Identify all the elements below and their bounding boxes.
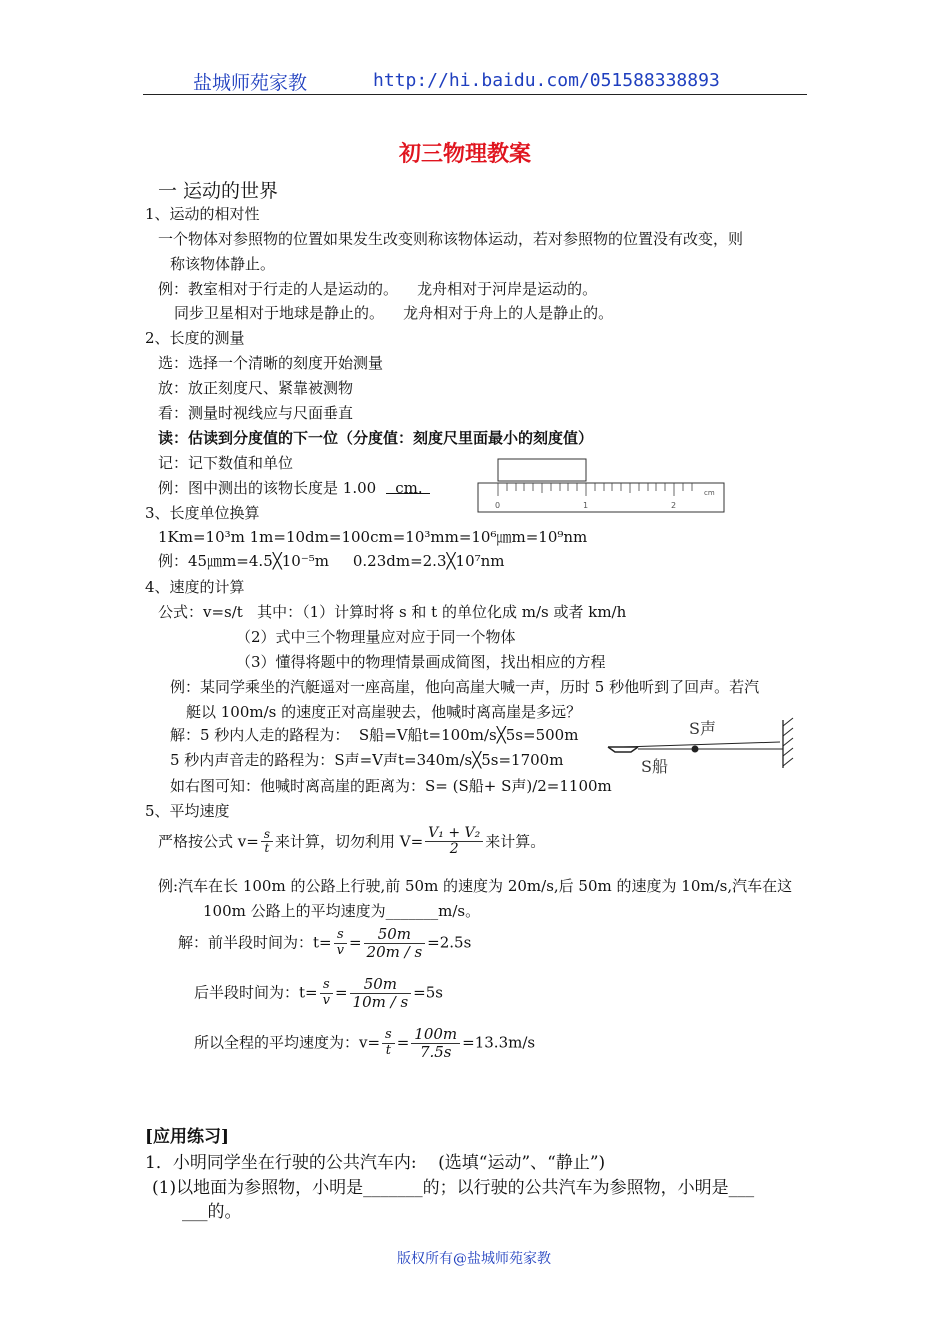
practice-q1: 1．小明同学坐在行驶的公共汽车内: (选填“运动”、“静止”) (145, 1153, 606, 1173)
s5-solution3: 所以全程的平均速度为：v= $\frac{s}{t}$ = $\frac{100m}{7.5s}$ =13.3m/s (194, 1025, 536, 1061)
measured-object (498, 459, 586, 481)
s4-formula: 公式：v=s/t 其中：（1）计算时将 s 和 t 的单位化成 m/s 或者 km/h (158, 603, 627, 621)
s5-example1: 例:汽车在长 100m 的公路上行驶,前 50m 的速度为 20m/s,后 50m 的速度为 10m/s,汽车在这 (158, 877, 793, 895)
label-s-sound: S声 (689, 719, 716, 738)
s4-solution2: 5 秒内声音走的路程为：S声=V声t=340m/s╳5s=1700m (170, 751, 564, 769)
s2-example: 例：图中测出的该物长度是 1.00 cm. (158, 479, 423, 497)
ruler-label-0: 0 (495, 501, 501, 510)
s5-example2: 100m 公路上的平均速度为_______m/s。 (203, 902, 481, 920)
s3-line1: 1Km=10³m 1m=10dm=100cm=10³mm=10⁶㎛m=10⁹nm (158, 528, 588, 546)
s2-kan: 看：测量时视线应与尺面垂直 (158, 404, 354, 422)
frac-v1v2-over-2: $\frac{\text{V₁ + V₂}}{2}$ (425, 826, 483, 858)
practice-heading: [应用练习] (145, 1127, 230, 1147)
s4-solution1: 解：5 秒内人走的路程为： S船=V船t=100m/s╳5s=500m (170, 726, 579, 744)
s5-solution1: 解：前半段时间为：t= $\frac{s}{v}$ = $\frac{50m}{20m / s}$ =2.5s (178, 925, 472, 961)
s3-line2: 例：45㎛m=4.5╳10⁻⁵m 0.23dm=2.3╳10⁷nm (158, 552, 505, 570)
practice-q1-part1-cont: ___的。 (182, 1202, 242, 1222)
s5-heading: 5、平均速度 (145, 802, 230, 820)
cliff-hatching (783, 718, 793, 766)
s2-xuan: 选：选择一个清晰的刻度开始测量 (158, 354, 384, 372)
practice-q1-part1: (1)以地面为参照物，小明是_______的；以行驶的公共汽车为参照物，小明是___ (152, 1178, 755, 1198)
frac-s-over-t: $\frac{s}{t}$ (261, 828, 273, 855)
s1-example2: 同步卫星相对于地球是静止的。 龙舟相对于舟上的人是静止的。 (174, 304, 614, 322)
header-rule (143, 94, 807, 95)
length-underline (386, 493, 430, 494)
label-s-boat: S船 (641, 757, 668, 776)
s2-ji: 记：记下数值和单位 (158, 454, 294, 472)
ruler-body (478, 483, 724, 512)
s1-line1: 一个物体对参照物的位置如果发生改变则称该物体运动，若对参照物的位置没有改变，则 (158, 230, 744, 248)
s4-example2: 艇以 100m/s 的速度正对高崖驶去，他喊时离高崖是多远？ (186, 703, 582, 721)
s4-point3: （3）懂得将题中的物理情景画成简图，找出相应的方程 (236, 653, 606, 671)
s1-example1: 例：教室相对于行走的人是运动的。 龙舟相对于河岸是运动的。 (158, 280, 598, 298)
ruler-figure (476, 456, 726, 514)
s4-solution3: 如右图可知：他喊时离高崖的距离为：S= (S船+ S声)/2=1100m (170, 777, 612, 795)
s4-heading: 4、速度的计算 (145, 578, 245, 596)
ruler-ticks (498, 483, 692, 496)
s2-heading: 2、长度的测量 (145, 329, 245, 347)
s5-rule: 严格按公式 v= $\frac{s}{t}$ 来计算，切勿利用 V= $\frac{\text{V₁ + V₂}}{2}$ 来计算。 (158, 825, 546, 858)
s1-line2: 称该物体静止。 (170, 255, 276, 273)
s3-heading: 3、长度单位换算 (145, 504, 260, 522)
section-heading: 一 运动的世界 (158, 180, 279, 202)
ruler-label-unit: cm (704, 489, 715, 497)
header-name: 盐城师苑家教 (193, 72, 308, 94)
ruler-label-1: 1 (583, 501, 589, 510)
ruler-label-2: 2 (671, 501, 677, 510)
s4-example1: 例：某同学乘坐的汽艇遥对一座高崖，他向高崖大喊一声，历时 5 秒他听到了回声。若汽 (170, 678, 760, 696)
sound-path (623, 742, 780, 747)
s5-solution2: 后半段时间为：t= $\frac{s}{v}$ = $\frac{50m}{10m / s}$ =5s (194, 975, 443, 1011)
s1-heading: 1、运动的相对性 (145, 205, 260, 223)
measured-length: 1.00 cm. (342, 479, 423, 497)
footer-copyright: 版权所有@盐城师苑家教 (397, 1251, 551, 1267)
page-title: 初三物理教案 (399, 141, 532, 167)
echo-diagram (605, 712, 800, 776)
header-url[interactable]: http://hi.baidu.com/051588338893 (373, 70, 720, 91)
s2-fang: 放：放正刻度尺、紧靠被测物 (158, 379, 354, 397)
s4-point2: （2）式中三个物理量应对应于同一个物体 (236, 628, 516, 646)
s2-du: 读：估读到分度值的下一位（分度值：刻度尺里面最小的刻度值） (158, 429, 594, 447)
